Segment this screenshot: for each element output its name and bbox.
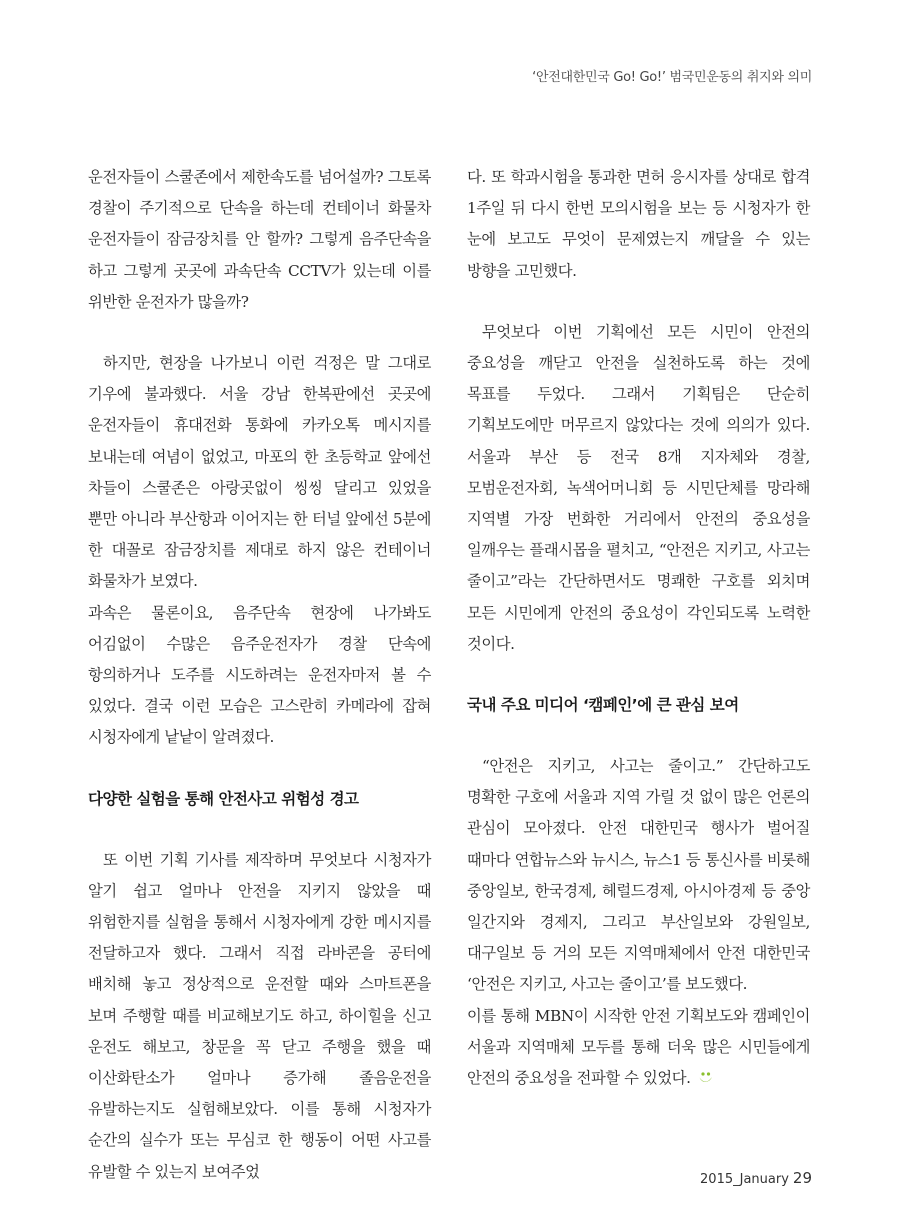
right-paragraph-1: 다. 또 학과시험을 통과한 면허 응시자를 상대로 합격 1주일 뒤 다시 한번 모의시험을 보는 등 시청자가 한 눈에 보고도 무엇이 문제였는지 깨달을 수 있는 방향을 고민했다. [467,168,810,280]
left-paragraph-4: 또 이번 기획 기사를 제작하며 무엇보다 시청자가 알기 쉽고 얼마나 안전을 지키지 않았을 때 위험한지를 실험을 통해서 시청자에게 강한 메시지를 전달하고자 했다. 그래서 직접 라바콘을 공터에 배치해 놓고 정상적으로 운전할 때와 스마트폰을 보며 주행할 때를 비교해보기도 하고, 하이힐을 신고 운전도 해보고, 창문을 꼭 닫고 주행을 했을 때 이산화탄소가 얼마나 증가해 졸음운전을 유발하는지도 실험해보았다. 이를 통해 시청자가 순간의 실수가 또는 무심코 한 행동이 어떤 사고를 유발할 수 있는지 보여주었 [88,850,431,1181]
left-paragraph-2: 하지만, 현장을 나가보니 이런 걱정은 말 그대로 기우에 불과했다. 서울 강남 한복판에선 곳곳에 운전자들이 휴대전화 통화에 카카오톡 메시지를 보내는데 여념이 없었고, 마포의 한 초등학교 앞에선 차들이 스쿨존은 아랑곳없이 씽씽 달리고 있었을 뿐만 아니라 부산항과 이어지는 한 터널 앞에선 5분에 한 대꼴로 잠금장치를 제대로 하지 않은 컨테이너 화물차가 보였다. [88,354,431,591]
left-paragraph-3: 과속은 물론이요, 음주단속 현장에 나가봐도 어김없이 수많은 음주운전자가 경찰 단속에 항의하거나 도주를 시도하려는 운전자마저 볼 수 있었다. 결국 이런 모습은 고스란히 카메라에 잡혀 시청자에게 낱낱이 알려졌다. [88,603,431,747]
left-paragraph-1: 운전자들이 스쿨존에서 제한속도를 넘어설까? 그토록 경찰이 주기적으로 단속을 하는데 컨테이너 화물차 운전자들이 잠금장치를 안 할까? 그렇게 음주단속을 하고 그렇게 곳곳에 과속단속 CCTV가 있는데 이를 위반한 운전자가 많을까? [88,168,431,311]
right-paragraph-2: 무엇보다 이번 기획에선 모든 시민이 안전의 중요성을 깨닫고 안전을 실천하도록 하는 것에 목표를 두었다. 그래서 기획팀은 단순히 기획보도에만 머무르지 않았다는 것에 의의가 있다. 서울과 부산 등 전국 8개 지자체와 경찰, 모범운전자회, 녹색어머니회 등 시민단체를 망라해 지역별 가장 번화한 거리에서 안전의 중요성을 일깨우는 플래시몹을 펼치고, “안전은 지키고, 사고는 줄이고”라는 간단하면서도 명쾌한 구호를 외치며 모든 시민에게 안전의 중요성이 각인되도록 노력한 것이다. [467,322,810,653]
section-heading-experiments: 다양한 실험을 통해 안전사고 위험성 경고 [88,789,359,808]
section-heading-media: 국내 주요 미디어 ‘캠페인’에 큰 관심 보여 [467,696,739,715]
left-column [88,162,431,1188]
right-paragraph-4-text: 이를 통해 MBN이 시작한 안전 기획보도와 캠페인이 서울과 지역매체 모두를 통해 더욱 많은 시민들에게 안전의 중요성을 전파할 수 있었다. [467,1006,810,1088]
page-number: 29 [792,1169,812,1187]
right-paragraph-3: “안전은 지키고, 사고는 줄이고.” 간단하고도 명확한 구호에 서울과 지역 가릴 것 없이 많은 언론의 관심이 모아졌다. 안전 대한민국 행사가 벌어질 때마다 연합뉴스와 뉴시스, 뉴스1 등 통신사를 비롯해 중앙일보, 한국경제, 헤럴드경제, 아시아경제 등 중앙 일간지와 경제지, 그리고 부산일보와 강원일보, 대구일보 등 거의 모든 지역매체에서 안전 대한민국 ‘안전은 지키고, 사고는 줄이고’를 보도했다. [467,757,810,994]
right-column [467,162,810,1097]
page-footer [700,1168,812,1187]
right-paragraph-4 [467,1001,810,1098]
issue-label: 2015_January [700,1172,789,1187]
end-mark-icon [697,1066,714,1097]
running-head: ‘안전대한민국 Go! Go!’ 범국민운동의 취지와 의미 [532,70,812,85]
